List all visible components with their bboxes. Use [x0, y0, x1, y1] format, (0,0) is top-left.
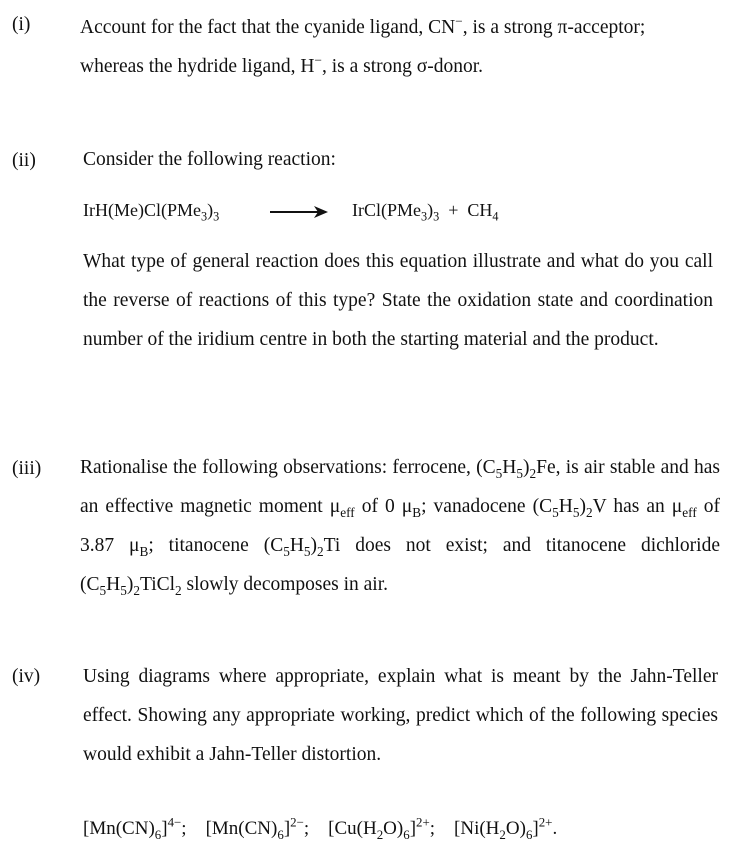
species-ni-h2o: $[Ni(H_2O)_6]^{2+}$ [454, 814, 553, 842]
reaction-arrow-icon [268, 204, 330, 220]
question-3-label: (iii) [12, 458, 42, 479]
question-4-label: (iv) [12, 666, 41, 687]
species-list: $[Mn(CN)_6]^{4-}$; $[Mn(CN)_6]^{2-}$; $[Cu(H_2O)_6]^{2+}$; $[Ni(H_2O)_6]^{2+}$. [83, 814, 558, 842]
reaction-reactant: $IrH(Me)Cl(PMe_3)_3$ [83, 200, 220, 224]
question-3-text: Rationalise the following observations: ferrocene, $(C_5H_5)_2Fe$, is air stable and has an effective magnetic moment $\mu_{eff}$ of 0 $\mu_B$; vanadocene $(C_5H_5)_2V$ has an $\mu_{eff}$ of 3.87 $\mu_B$; titanocene $(C_5H_5)_2Ti$ does not exist; and titanocene dichloride $(C_5H_5)_2TiCl_2$ slowly decomposes in air. [80, 457, 721, 598]
question-1-text: Account for the fact that the cyanide ligand, CN−, is a strong π-acceptor; whereas the hydride ligand, H−, is a strong σ-donor. [80, 13, 646, 77]
question-2-body: What type of general reaction does this equation illustrate and what do you call the reverse of reactions of this type? State the oxidation state and coordination number of the iridium centre in both the starting material and the product. [83, 251, 713, 350]
species-mn-cn-2: $[Mn(CN)_6]^{2-}$ [205, 814, 304, 842]
reaction-product: $IrCl(PMe_3)_3 + CH_4$ [352, 200, 499, 224]
species-mn-cn-4: $[Mn(CN)_6]^{4-}$ [83, 814, 182, 842]
species-cu-h2o: $[Cu(H_2O)_6]^{2+}$ [328, 814, 430, 842]
question-1-label: (i) [12, 14, 31, 35]
question-2-intro: Consider the following reaction: [83, 149, 336, 170]
question-4-body: Using diagrams where appropriate, explain what is meant by the Jahn-Teller effect. Showing any appropriate working, predict which of the following species would exhibit a Jahn-Teller distortion. [83, 666, 718, 765]
question-2-label: (ii) [12, 150, 36, 171]
